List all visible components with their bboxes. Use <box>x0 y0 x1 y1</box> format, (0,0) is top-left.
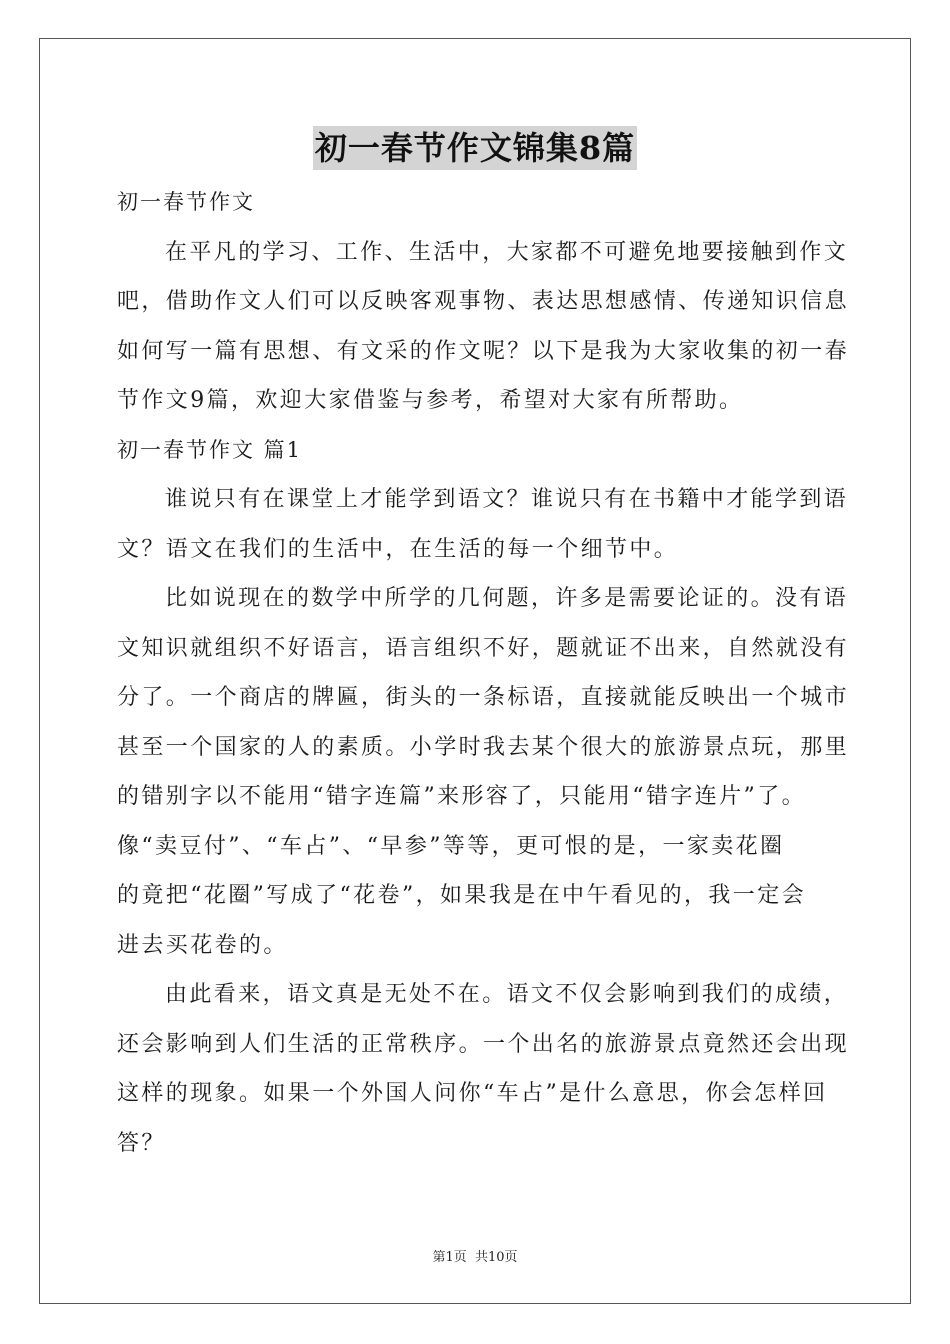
paragraph-line: 还会影响到人们生活的正常秩序。一个出名的旅游景点竟然还会出现 <box>117 1031 850 1057</box>
paragraph-line: 这样的现象。如果一个外国人问你“车占”是什么意思，你会怎样回 <box>117 1081 828 1106</box>
paragraph-line: 甚至一个国家的人的素质。小学时我去某个很大的旅游景点玩，那里 <box>117 734 850 760</box>
paragraph-line: 谁说只有在课堂上才能学到语文？谁说只有在书籍中才能学到语 <box>165 487 849 512</box>
paragraph-line: 的错别字以不能用“错字连篇”来形容了，只能用“错字连片”了。 <box>117 784 806 809</box>
paragraph-line: 进去买花卷的。 <box>117 932 288 958</box>
title-container <box>0 126 950 170</box>
document-body <box>117 178 850 1168</box>
paragraph-line: 比如说现在的数学中所学的几何题，许多是需要论证的。没有语 <box>165 586 849 611</box>
paragraph-line: 答？ <box>117 1130 166 1156</box>
subtitle: 初一春节作文 <box>117 190 255 214</box>
paragraph-line: 由此看来，语文真是无处不在。语文不仅会影响到我们的成绩， <box>165 982 849 1007</box>
intro-line: 在平凡的学习、工作、生活中，大家都不可避免地要接触到作文 <box>165 239 849 265</box>
paragraph-line: 分了。一个商店的牌匾，街头的一条标语，直接就能反映出一个城市 <box>117 685 850 710</box>
page-number: 第1页 <box>432 1250 467 1265</box>
page-total: 共10页 <box>474 1250 518 1265</box>
intro-line: 吧，借助作文人们可以反映客观事物、表达思想感情、传递知识信息 <box>117 289 850 314</box>
paragraph-line: 像“卖豆付”、“车占”、“早参”等等，更可恨的是，一家卖花圈 <box>117 833 785 859</box>
page-footer <box>0 1246 950 1265</box>
document-title: 初一春节作文锦集8篇 <box>313 126 637 170</box>
section-heading: 初一春节作文 篇1 <box>117 437 303 462</box>
paragraph-line: 文？语文在我们的生活中，在生活的每一个细节中。 <box>117 536 679 562</box>
paragraph-line: 文知识就组织不好语言，语言组织不好，题就证不出来，自然就没有 <box>117 635 850 661</box>
intro-line: 节作文9篇，欢迎大家借鉴与参考，希望对大家有所帮助。 <box>117 388 744 413</box>
intro-line: 如何写一篇有思想、有文采的作文呢？以下是我为大家收集的初一春 <box>117 338 850 364</box>
paragraph-line: 的竟把“花圈”写成了“花卷”，如果我是在中午看见的，我一定会 <box>117 883 806 908</box>
